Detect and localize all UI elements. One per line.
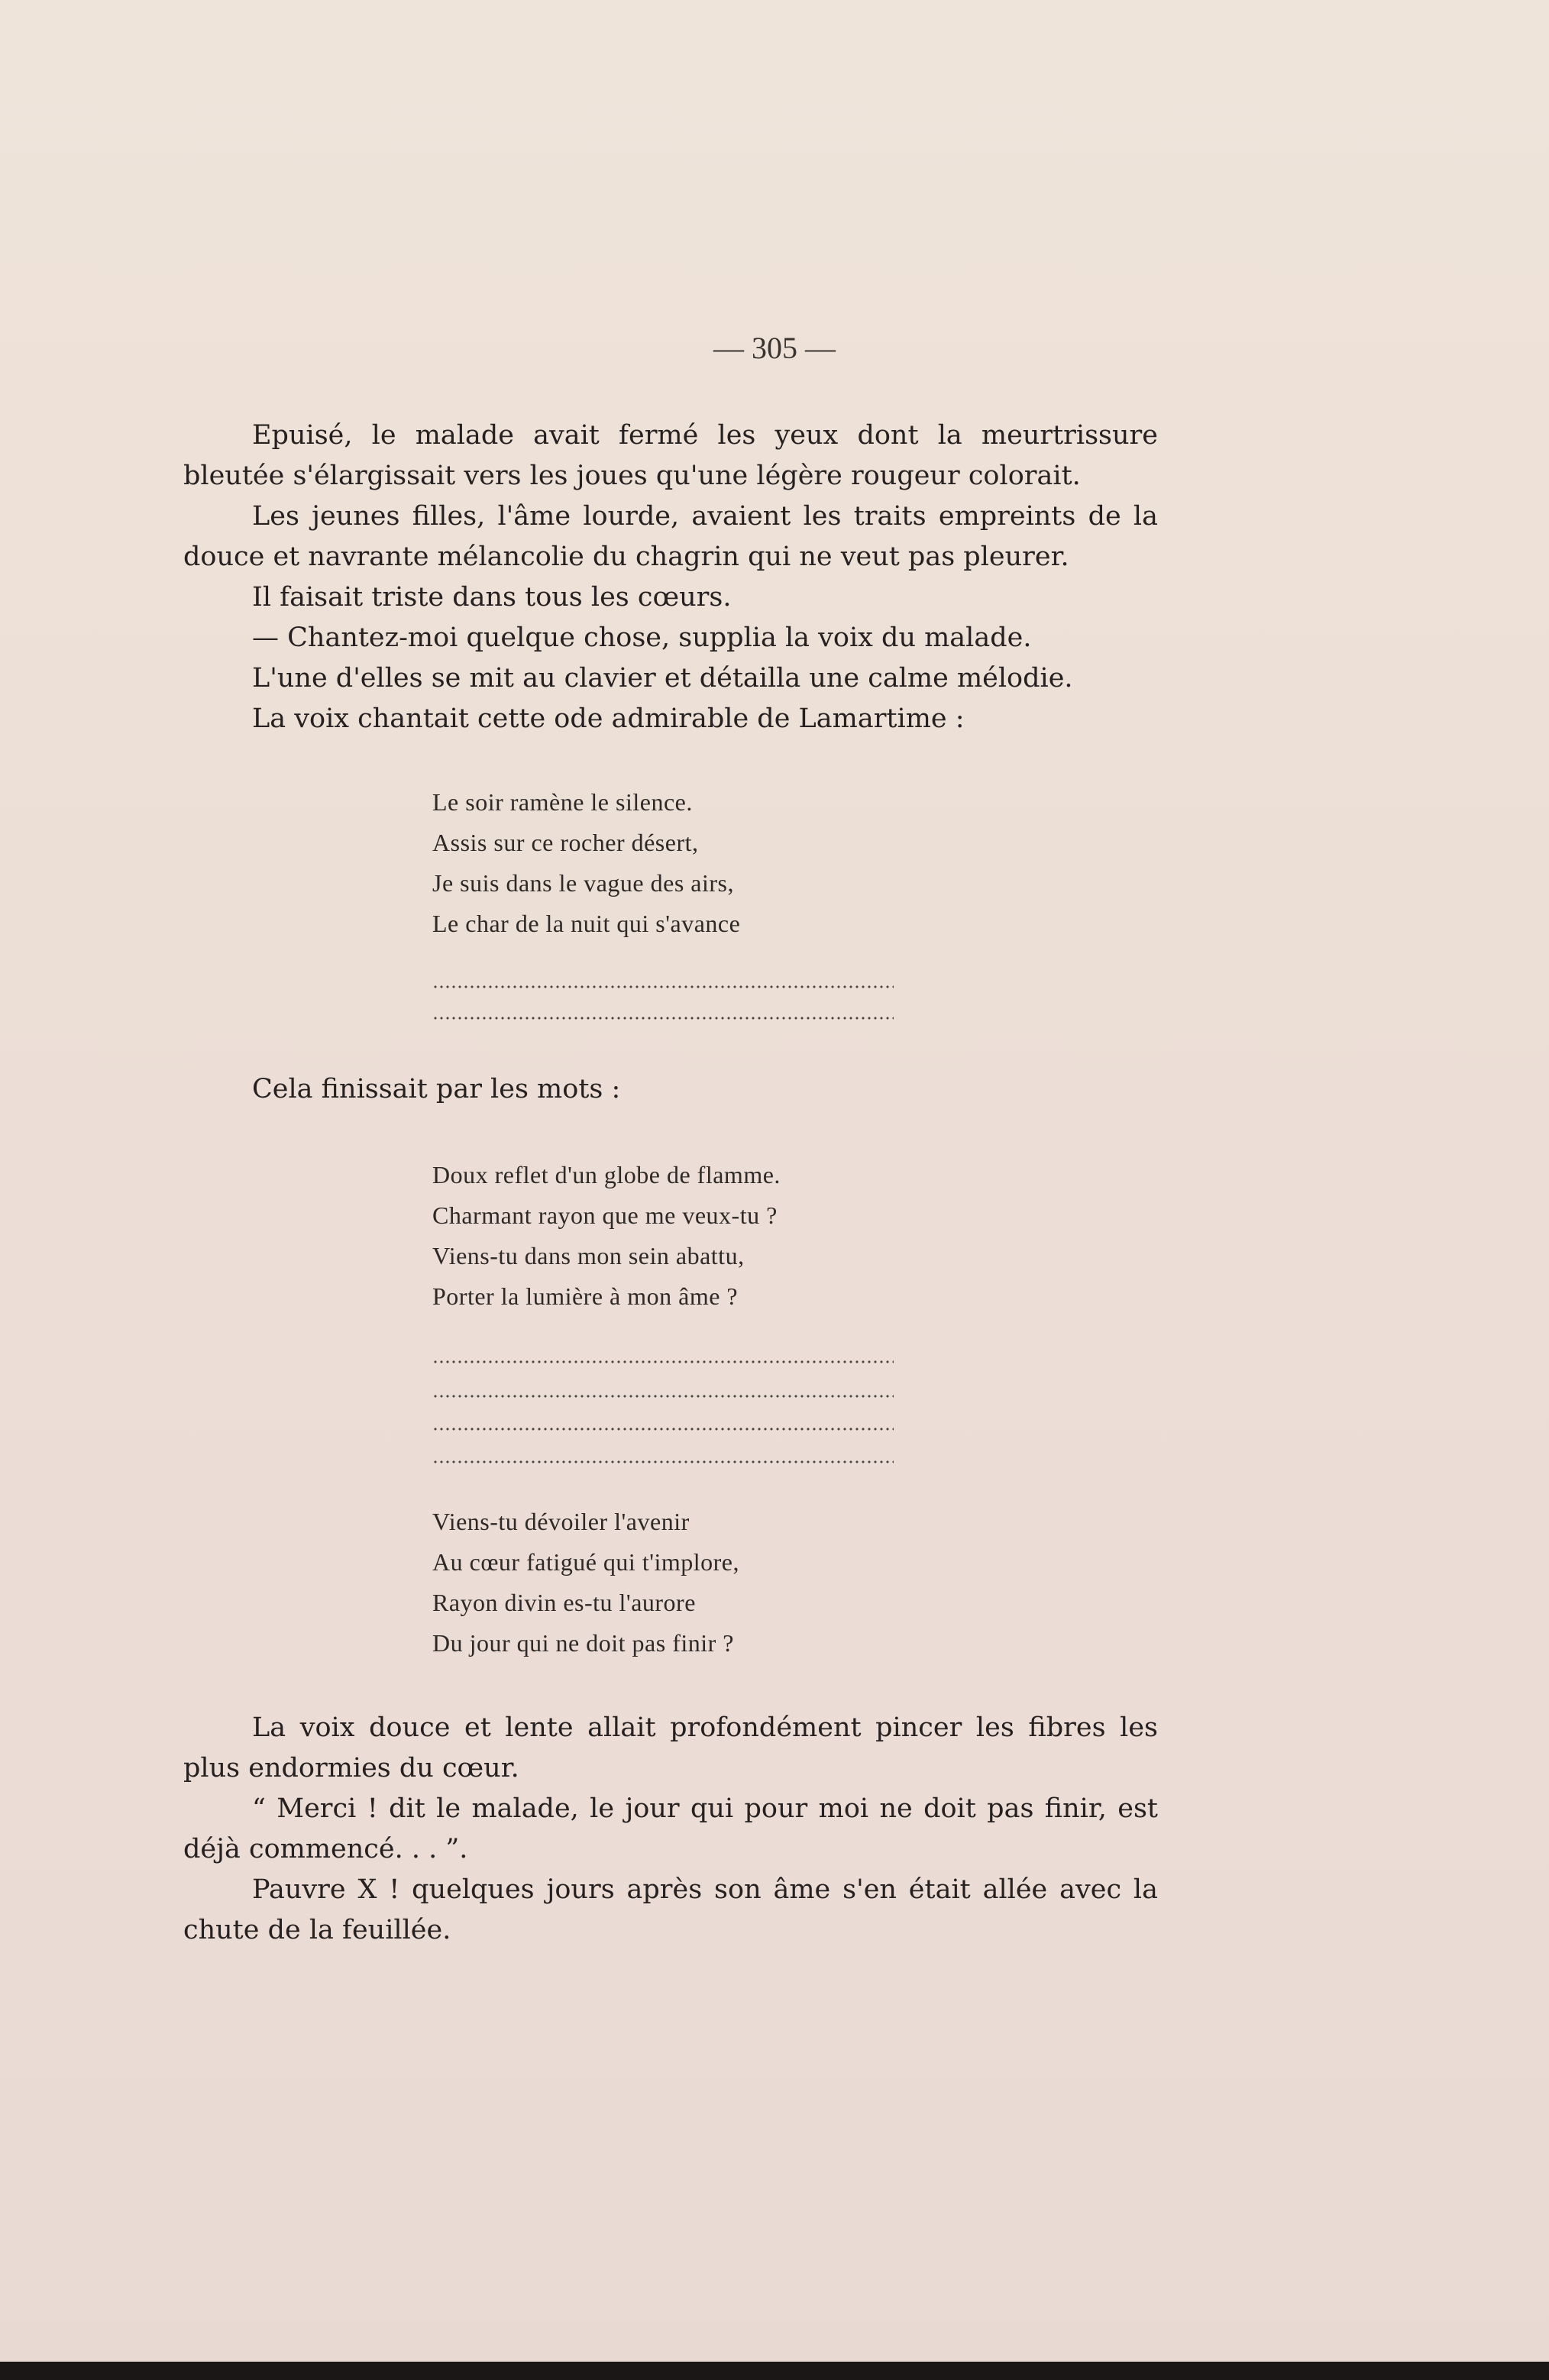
- paragraph: “ Merci ! dit le malade, le jour qui pour moi ne doit pas finir, est déjà commencé. . . ”.: [183, 1793, 1158, 1864]
- verse-line: Le soir ramène le silence.: [432, 788, 693, 816]
- verse-line: Porter la lumière à mon âme ?: [432, 1282, 739, 1310]
- verse-line: Au cœur fatigué qui t'implore,: [432, 1548, 739, 1576]
- paragraph: Pauvre X ! quelques jours après son âme s'en était allée avec la chute de la feuillée.: [183, 1874, 1158, 1945]
- verse-line: Doux reflet d'un globe de flamme.: [432, 1161, 781, 1188]
- paragraph: Epuisé, le malade avait fermé les yeux dont la meurtrissure bleutée s'élargissait vers les joues qu'une légère rougeur colorait.: [183, 420, 1158, 491]
- ellipsis-line: [432, 985, 894, 988]
- verse-line: Viens-tu dans mon sein abattu,: [432, 1242, 745, 1269]
- paragraph: — Chantez-moi quelque chose, supplia la voix du malade.: [252, 622, 1032, 653]
- ellipsis-line: [432, 1360, 894, 1363]
- paragraph: La voix douce et lente allait profondément pincer les fibres les plus endormies du cœur.: [183, 1712, 1158, 1783]
- opening-prose: [183, 416, 1158, 739]
- verse-line: Assis sur ce rocher désert,: [432, 829, 699, 856]
- scan-bottom-edge: [0, 2362, 1549, 2380]
- paragraph: La voix chantait cette ode admirable de Lamartime :: [252, 703, 965, 734]
- paragraph: Il faisait triste dans tous les cœurs.: [252, 582, 732, 613]
- paragraph: Cela finissait par les mots :: [252, 1074, 621, 1104]
- paragraph: Les jeunes filles, l'âme lourde, avaient les traits empreints de la douce et navrante mélancolie du chagrin qui ne veut pas pleurer.: [183, 501, 1158, 572]
- verse-line: Le char de la nuit qui s'avance: [432, 910, 741, 937]
- verse-line: Charmant rayon que me veux-tu ?: [432, 1201, 778, 1229]
- ellipsis-line: [432, 1460, 894, 1463]
- ellipsis-line: [432, 1017, 894, 1020]
- verse-line: Du jour qui ne doit pas finir ?: [432, 1629, 734, 1657]
- verse-line: Viens-tu dévoiler l'avenir: [432, 1508, 690, 1535]
- paragraph: L'une d'elles se mit au clavier et détailla une calme mélodie.: [252, 663, 1073, 694]
- verse-line: Rayon divin es-tu l'aurore: [432, 1589, 696, 1616]
- transition-prose: [183, 1069, 1158, 1110]
- poem-stanza-3: [432, 1502, 739, 1664]
- ellipsis-line: [432, 1395, 894, 1398]
- poem-stanza-1: [432, 782, 740, 944]
- closing-prose: [183, 1708, 1158, 1951]
- poem-stanza-2: [432, 1155, 781, 1317]
- ellipsis-line: [432, 1428, 894, 1431]
- verse-line: Je suis dans le vague des airs,: [432, 869, 734, 897]
- page-number: — 305 —: [713, 331, 836, 365]
